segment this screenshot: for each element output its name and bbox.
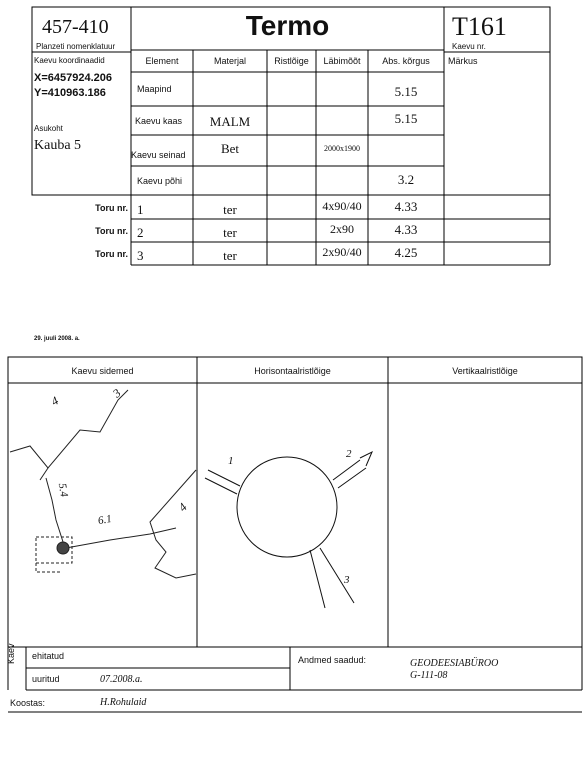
pipe-diameter: 4x90/40 bbox=[322, 199, 362, 213]
well-id: T161 bbox=[452, 12, 507, 41]
col-diameter: Läbimõõt bbox=[323, 56, 361, 66]
col-element: Element bbox=[145, 56, 179, 66]
data-source-code: G-111-08 bbox=[410, 670, 448, 681]
connections-sketch bbox=[10, 390, 196, 578]
row-element-label: Kaevu põhi bbox=[137, 176, 183, 186]
pipe-material: ter bbox=[223, 202, 237, 217]
col-cross-section: Ristlõige bbox=[274, 56, 309, 66]
row-element-label: Kaevu kaas bbox=[135, 116, 183, 126]
pipe-marker: 1 bbox=[228, 455, 234, 467]
plan-number-caption: Planzeti nomenklatuur bbox=[36, 42, 116, 51]
pipe-marker: 2 bbox=[346, 448, 352, 460]
row-height-value: 5.15 bbox=[394, 84, 418, 99]
document-date: 29. juuli 2008. a. bbox=[34, 336, 80, 342]
pipe-material: ter bbox=[223, 248, 237, 263]
row-diameter-value: 2000x1900 bbox=[324, 144, 360, 153]
well-side-label: Kaev bbox=[6, 643, 16, 664]
pipe-diameter: 2x90 bbox=[330, 222, 354, 236]
pipe-number: 2 bbox=[137, 225, 144, 240]
pipe-height: 4.25 bbox=[394, 245, 418, 260]
surveyed-label: uuritud bbox=[32, 674, 60, 684]
pipe-label: Toru nr. bbox=[95, 203, 128, 213]
author-label: Koostas: bbox=[10, 698, 46, 708]
data-source-value: GEODEESIABÜROO bbox=[410, 658, 499, 669]
row-element-label: Maapind bbox=[137, 84, 172, 94]
coord-y: Y=410963.186 bbox=[34, 87, 106, 99]
pipe-label: Toru nr. bbox=[95, 249, 128, 259]
row-material-value: Bet bbox=[220, 141, 240, 156]
section-horizontal-title: Horisontaalristlõige bbox=[254, 366, 331, 376]
pipe-number: 3 bbox=[137, 248, 144, 263]
row-height-value: 3.2 bbox=[397, 172, 415, 187]
map-label: 3 bbox=[109, 385, 124, 401]
section-connections-title: Kaevu sidemed bbox=[71, 366, 134, 376]
pipe-height: 4.33 bbox=[394, 199, 418, 214]
row-material-value: MALM bbox=[209, 114, 251, 129]
pipe-number: 1 bbox=[137, 202, 144, 217]
coords-caption: Kaevu koordinaadid bbox=[34, 56, 105, 65]
row-element-label: Kaevu seinad bbox=[131, 150, 186, 160]
row-height-value: 5.15 bbox=[394, 111, 418, 126]
pipe-diameter: 2x90/40 bbox=[322, 245, 362, 259]
location-value: Kauba 5 bbox=[34, 138, 82, 153]
data-source-label: Andmed saadud: bbox=[298, 655, 367, 665]
surveyed-value: 07.2008.a. bbox=[100, 674, 143, 685]
author-value: H.Rohulaid bbox=[100, 697, 147, 708]
pipe-material: ter bbox=[223, 225, 237, 240]
section-vertical-title: Vertikaalristlõige bbox=[452, 366, 518, 376]
map-label: 4 bbox=[175, 500, 190, 515]
location-caption: Asukoht bbox=[34, 124, 63, 133]
pipe-height: 4.33 bbox=[394, 222, 418, 237]
pipe-marker: 3 bbox=[344, 574, 350, 586]
well-id-caption: Kaevu nr. bbox=[452, 42, 486, 51]
built-label: ehitatud bbox=[32, 651, 65, 661]
form-title: Termo bbox=[245, 10, 330, 41]
plan-number: 457-410 bbox=[42, 16, 109, 38]
col-notes: Märkus bbox=[448, 56, 478, 66]
map-label: 4 bbox=[48, 393, 61, 409]
map-label: 6.1 bbox=[97, 512, 113, 528]
col-abs-height: Abs. kõrgus bbox=[382, 56, 430, 66]
col-material: Materjal bbox=[213, 56, 246, 66]
coord-x: X=6457924.206 bbox=[34, 72, 112, 84]
pipe-label: Toru nr. bbox=[95, 226, 128, 236]
map-label: 5.4 bbox=[55, 482, 70, 498]
